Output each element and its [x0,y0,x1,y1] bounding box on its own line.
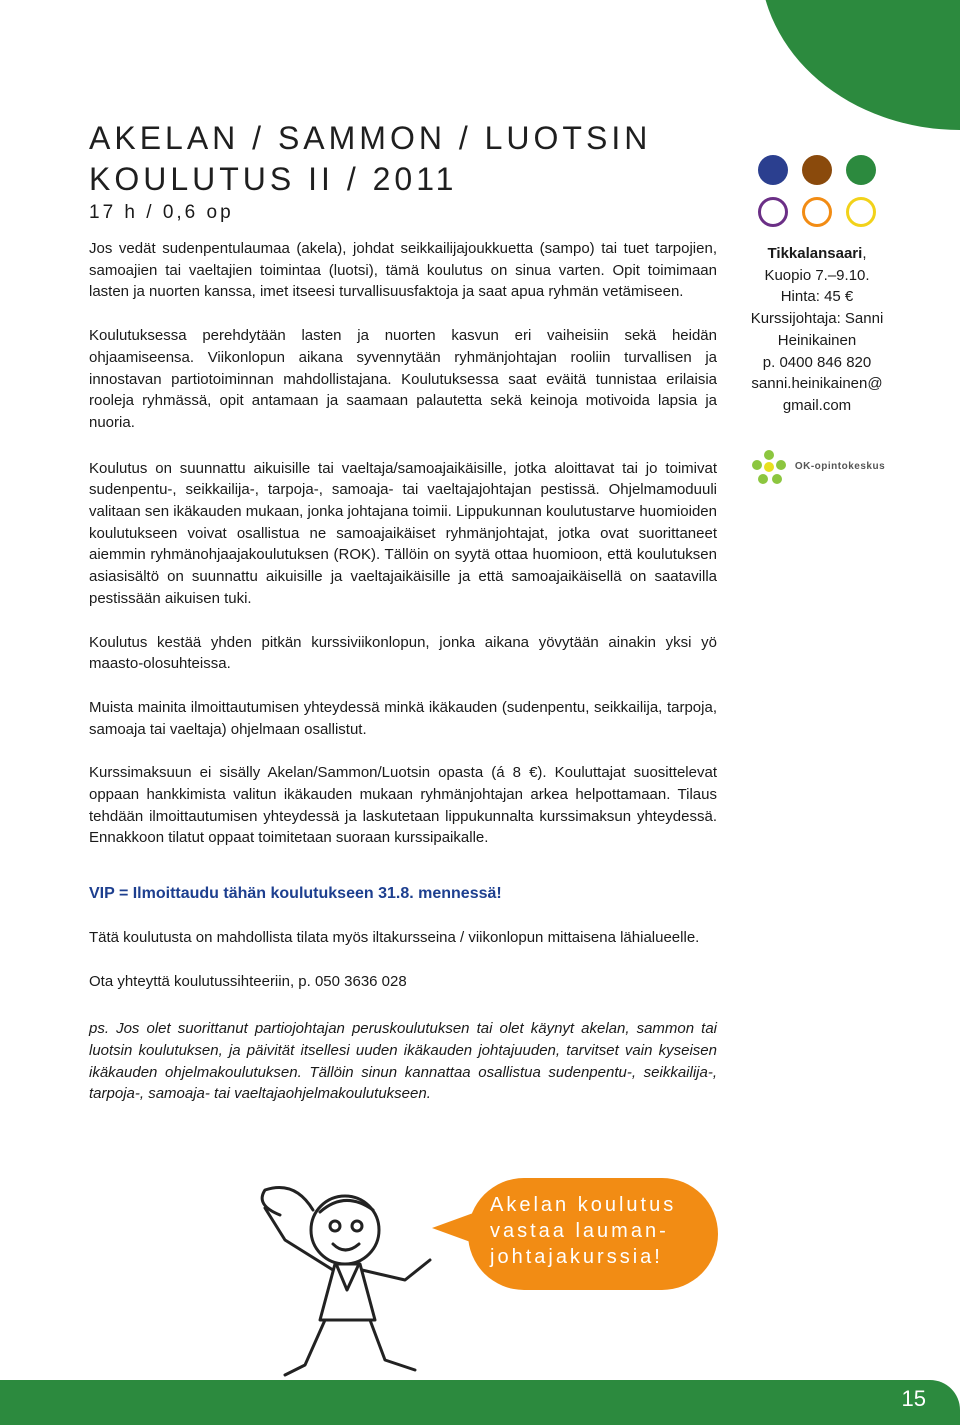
paragraph-content: Koulutuksessa perehdytään lasten ja nuorten kasvun eri vaiheisiin sekä heidän ohjaamiseensa. Viikonlopun aikana syvennytään ryhmänjohtajan rooliin turvallisen ja innostavan partiotoiminnan mahdollistajana. Koulutuksessa saat eväitä tunnistaa erilaisia rooleja ryhmässä, opit antamaan ja saamaan palautetta sekä keinoja motivoida lapsia ja nuoria. [89,327,717,431]
bubble-line-3: johtajakurssia! [490,1246,663,1268]
main-content [89,118,717,1105]
course-email-1: sanni.heinikainen@ [751,375,883,393]
course-place: Tikkalansaari, [767,245,867,262]
purple-ring-icon [758,197,788,227]
section-corner [760,0,960,130]
course-phone: p. 0400 846 820 [762,353,872,371]
course-leader-name: Heinikainen [777,331,857,349]
scout-cartoon-icon [225,1160,455,1400]
paragraph-ps: ps. Jos olet suorittanut partiojohtajan peruskoulutuksen tai olet käynyt akelan, sammon tai luotsin koulutuksen, ja päivität itsellesi uuden ikäkauden johtajuuden, tarvitset vain kyseisen ikäkauden ohjelmakoulutuksen. Tällöin sinun kannattaa osallistua sudenpentu-, seikkailija-, tarpoja-, samoaja- tai vaeltajaohjelmakoulutukseen. [89,1020,717,1103]
vip-deadline: VIP = Ilmoittaudu tähän koulutukseen 31.8. mennessä! [89,885,502,903]
title-line-2: KOULUTUS II / 2011 [89,161,458,197]
paragraph-contact: Ota yhteyttä koulutussihteeriin, p. 050 3636 028 [89,972,407,990]
orange-ring-icon [802,197,832,227]
logo-text: OK-opintokeskus [794,460,886,472]
speech-bubble [468,1178,718,1290]
subtitle: 17 h / 0,6 op [89,202,234,223]
brown-dot-icon [802,155,832,185]
paragraph-guide: Kurssimaksuun ei sisälly Akelan/Sammon/Luotsin opasta (á 8 €). Kouluttajat suosittelevat oppaan hankkimista valitun ikäkauden mukaan ryhmänjohtajan arkea helpottamaan. Tilaus tehdään ilmoittautumisen yhteydessä ja laskutetaan lippukunnalta kurssimaksun yhteydessä. Ennakkoon tilatut oppaat toimitetaan suoraan kurssipaikalle. [89,764,717,847]
course-date: Kuopio 7.–9.10. [764,266,870,284]
ok-logo-icon [749,447,789,487]
yellow-ring-icon [846,197,876,227]
paragraph-intro: Jos vedät sudenpentulaumaa (akela), johdat seikkailijajoukkuetta (sampo) tai tuet tarpojien, samoajien tai vaeltajien toimintaa (luotsi), tämä koulutus on sinua varten. Opit toimimaan lasten ja nuorten kanssa, imet itseesi turvallisuusfaktoja ja saat apua ryhmän vetämiseen. [89,240,717,301]
bubble-line-2: vastaa lauman- [490,1220,669,1242]
footer-bar [0,1380,960,1425]
page-title [89,118,717,200]
paragraph-audience: Koulutus on suunnattu aikuisille tai vaeltaja/samoajaikäisille, jotka aloittavat tai jo toimivat sudenpentu-, seikkailija-, tarpoja-, samoaja- tai vaeltajajohtajan pestissä. Ohjelmamoduuli valitaan sen ikäkauden mukaan, jonka johtajana toimii. Lippukunnan koulutustarve huomioiden koulutukseen voivat osallistua ne samoajaikäiset ryhmänjohtajat, jotka ovat suorittaneet aiemmin ryhmänohjaajakoulutuksen (ROK). Tällöin on syytä ottaa huomioon, että koulutuksen asiasisältö on suunnattu aikuisille ja vaeltajaikäisille ja että samoajaikäisellä on saatavilla pestissään aikuisen tuki. [89,459,717,607]
navy-dot-icon [758,155,788,185]
paragraph-age-group: Muista mainita ilmoittautumisen yhteydessä minkä ikäkauden (sudenpentu, seikkailija, tarpoja, samoaja tai vaeltaja) ohjelmaan osallistut. [89,698,717,738]
age-group-dots [737,155,897,227]
bubble-line-1: Akelan koulutus [490,1194,677,1216]
paragraph-local: Tätä koulutusta on mahdollista tilata myös iltakursseina / viikonlopun mittaisena lähialueelle. [89,928,700,946]
ok-opintokeskus-logo [737,447,897,487]
course-email-2: gmail.com [782,396,852,414]
title-line-1: AKELAN / SAMMON / LUOTSIN [89,120,652,156]
green-dot-icon [846,155,876,185]
course-leader-label: Kurssijohtaja: Sanni [750,310,884,328]
paragraph-duration: Koulutus kestää yhden pitkän kurssiviikonlopun, jonka aikana yövytään ainakin yksi yö maasto-olosuhteissa. [89,633,717,673]
info-sidebar [737,155,897,487]
page-number: 15 [901,1386,926,1411]
course-price: Hinta: 45 € [780,288,854,306]
